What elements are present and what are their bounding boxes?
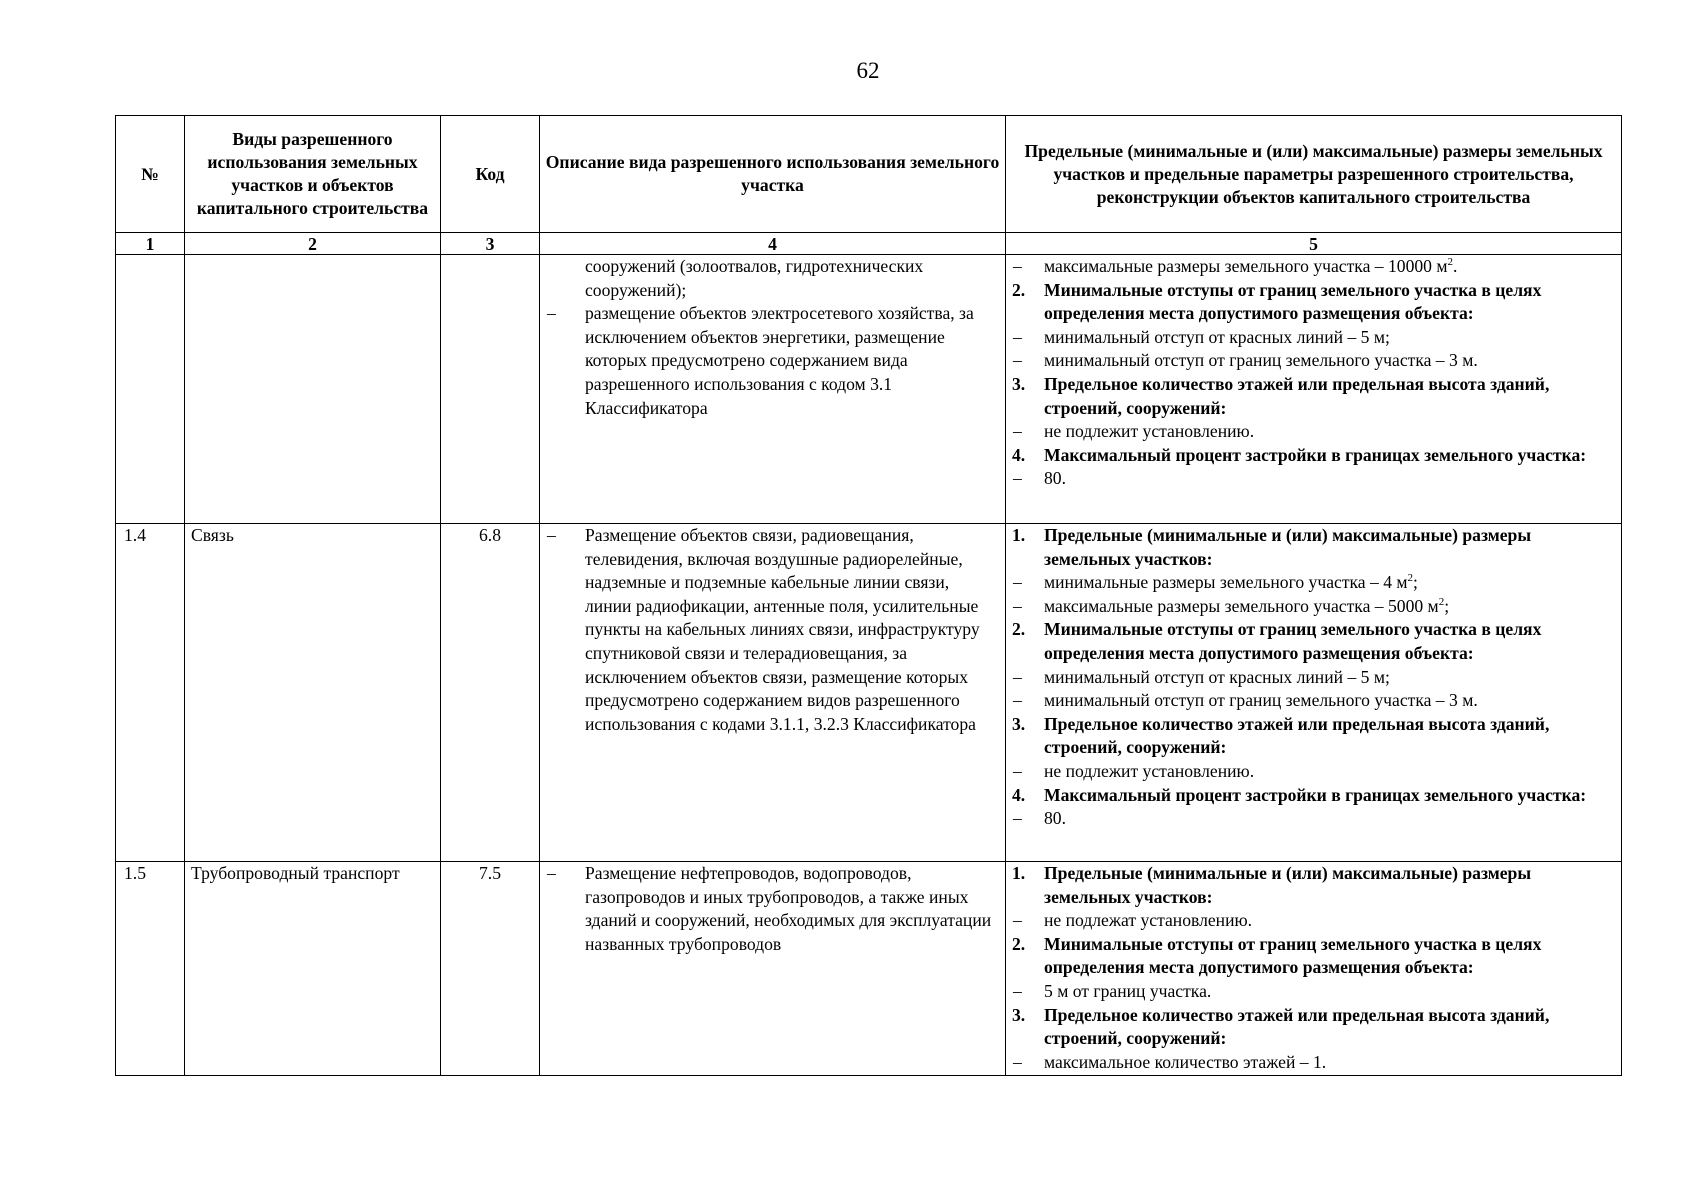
dash-marker: – — [1013, 690, 1022, 711]
parameter-heading — [1012, 618, 1615, 665]
dash-marker: – — [1013, 326, 1022, 347]
item-number: 3. — [1012, 1004, 1026, 1025]
dash-marker: – — [547, 303, 556, 324]
parameter-value — [1012, 760, 1615, 784]
description-item — [546, 302, 999, 420]
item-number: 2. — [1012, 279, 1026, 300]
parameter-text-main: не подлежит установлению. — [1044, 760, 1255, 781]
parameter-text-main: Минимальные отступы от границ земельного участка в целях определения места допустимого размещения объекта: — [1044, 619, 1542, 663]
parameter-text — [1044, 618, 1615, 665]
description-continuation: сооружений (золоотвалов, гидротехнических сооружений); — [585, 256, 924, 300]
parameter-text-main: Максимальный процент застройки в границах земельного участка: — [1044, 444, 1587, 465]
parameter-text-main: максимальные размеры земельного участка – 10000 м — [1044, 256, 1448, 276]
parameter-value — [1012, 666, 1615, 690]
description-item — [546, 862, 999, 956]
parameter-text — [1044, 444, 1615, 468]
parameter-value — [1012, 595, 1615, 619]
use-description — [540, 255, 1006, 524]
superscript: 2 — [1407, 572, 1414, 585]
parameter-text-main: Предельное количество этажей или предельная высота зданий, строений, сооружений: — [1044, 373, 1550, 418]
dash-marker: – — [1013, 256, 1022, 276]
parameter-text-main: Минимальные отступы от границ земельного участка в целях определения места допустимого размещения объекта: — [1044, 933, 1542, 978]
dash-marker: – — [1013, 910, 1022, 931]
parameter-text — [1044, 909, 1615, 933]
parameter-text-main: минимальный отступ от красных линий – 5 м; — [1044, 666, 1390, 687]
parameter-text-tail: ; — [1444, 595, 1450, 616]
description-text: размещение объектов электросетевого хозяйства, за исключением объектов энергетики, размещение которых предусмотрено содержанием вида разрешенного использования с кодом 3.1 Классификатора — [585, 303, 974, 418]
item-number: 4. — [1012, 784, 1026, 805]
parameter-text — [1044, 666, 1615, 690]
parameter-value — [1012, 909, 1615, 933]
parameter-value — [1012, 349, 1615, 373]
column-numbers-row — [116, 233, 1622, 255]
parameter-text — [1044, 420, 1615, 444]
parameter-text-main: не подлежит установлению. — [1044, 421, 1255, 442]
parameter-value — [1012, 467, 1615, 491]
dash-marker: – — [1013, 468, 1022, 489]
use-kind: Трубопроводный транспорт — [185, 862, 441, 1076]
row-number: 1.4 — [116, 524, 185, 862]
parameter-text — [1044, 689, 1615, 713]
description-text: Размещение объектов связи, радиовещания, телевидения, включая воздушные радиорелейные, надземные и подземные кабельные линии связи, линии радиофикации, антенные поля, усилительные пункты на кабельных линиях связи, инфраструктуру спутниковой связи и телерадиовещания, за исключением объектов связи, размещение которых предусмотрено содержанием видов разрешенного использования с кодами 3.1.1, 3.2.3 Классификатора — [585, 525, 980, 734]
parameter-text — [1044, 933, 1615, 980]
dash-marker: – — [1013, 1051, 1022, 1072]
dash-marker: – — [547, 863, 556, 883]
dash-marker: – — [1013, 421, 1022, 442]
parameters-cell — [1006, 862, 1622, 1076]
parameter-text — [1044, 980, 1615, 1004]
parameter-text-main: максимальное количество этажей – 1. — [1044, 1051, 1327, 1072]
parameter-text-main: Предельные (минимальные и (или) максимальные) размеры земельных участков: — [1044, 525, 1532, 569]
dash-marker: – — [547, 525, 556, 545]
use-kind: Связь — [185, 524, 441, 862]
header-use-kind: Виды разрешенного использования земельных участков и объектов капитального строительства — [185, 116, 441, 233]
parameter-text-main: минимальный отступ от границ земельного участка – 3 м. — [1044, 690, 1478, 711]
row-number — [116, 255, 185, 524]
column-number-2: 2 — [185, 233, 441, 255]
column-number-3: 3 — [441, 233, 540, 255]
parameter-text — [1044, 807, 1615, 831]
use-description — [540, 862, 1006, 1076]
row-number: 1.5 — [116, 862, 185, 1076]
parameter-text — [1044, 349, 1615, 373]
parameter-text — [1044, 784, 1615, 808]
description-item — [546, 524, 999, 736]
page-number: 62 — [856, 58, 880, 83]
parameter-text-main: максимальные размеры земельного участка – 5000 м — [1044, 595, 1439, 616]
parameter-value — [1012, 1051, 1615, 1075]
parameter-value — [1012, 807, 1615, 831]
parameter-text — [1044, 467, 1615, 491]
parameter-text — [1044, 524, 1615, 571]
item-number: 3. — [1012, 373, 1026, 394]
dash-marker: – — [1013, 666, 1022, 687]
parameter-text — [1044, 1004, 1615, 1051]
parameter-value — [1012, 420, 1615, 444]
table-row — [116, 255, 1622, 524]
header-number: № — [116, 116, 185, 233]
item-number: 4. — [1012, 444, 1026, 465]
parameter-heading — [1012, 373, 1615, 420]
dash-marker: – — [1013, 350, 1022, 371]
parameter-text-main: минимальный отступ от границ земельного участка – 3 м. — [1044, 350, 1478, 371]
parameter-text-main: Предельное количество этажей или предельная высота зданий, строений, сооружений: — [1044, 713, 1550, 758]
table-body — [116, 255, 1622, 1076]
parameter-text-main: минимальный отступ от красных линий – 5 м; — [1044, 326, 1390, 347]
parameter-heading — [1012, 1004, 1615, 1051]
superscript: 2 — [1438, 595, 1445, 608]
parameter-text — [1044, 255, 1615, 279]
dash-marker: – — [1013, 572, 1022, 593]
item-number: 1. — [1012, 525, 1026, 545]
item-number: 1. — [1012, 863, 1026, 883]
parameter-text-main: Предельное количество этажей или предельная высота зданий, строений, сооружений: — [1044, 1004, 1550, 1049]
column-number-4: 4 — [540, 233, 1006, 255]
use-code: 7.5 — [441, 862, 540, 1076]
table-row — [116, 862, 1622, 1076]
parameters-cell — [1006, 524, 1622, 862]
table-row — [116, 524, 1622, 862]
parameter-text-tail: . — [1453, 256, 1458, 276]
column-number-1: 1 — [116, 233, 185, 255]
dash-marker: – — [1013, 808, 1022, 829]
parameter-text — [1044, 571, 1615, 595]
parameter-heading — [1012, 784, 1615, 808]
dash-marker: – — [1013, 595, 1022, 616]
land-use-table — [115, 115, 1622, 1076]
dash-marker: – — [1013, 760, 1022, 781]
parameter-text-main: 80. — [1044, 808, 1066, 829]
parameter-value — [1012, 255, 1615, 279]
parameter-text-tail: ; — [1413, 572, 1418, 593]
use-code: 6.8 — [441, 524, 540, 862]
parameter-heading — [1012, 862, 1615, 909]
parameter-text — [1044, 713, 1615, 760]
parameter-text — [1044, 760, 1615, 784]
parameter-text-main: 5 м от границ участка. — [1044, 980, 1212, 1001]
parameter-value — [1012, 980, 1615, 1004]
description-text: Размещение нефтепроводов, водопроводов, газопроводов и иных трубопроводов, а также иных зданий и сооружений, необходимых для эксплуатации названных трубопроводов — [585, 863, 992, 954]
parameter-text-main: Минимальные отступы от границ земельного участка в целях определения места допустимого размещения объекта: — [1044, 279, 1542, 324]
item-number: 2. — [1012, 933, 1026, 954]
parameter-text-main: 80. — [1044, 468, 1066, 489]
parameter-value — [1012, 571, 1615, 595]
parameters-cell — [1006, 255, 1622, 524]
header-code: Код — [441, 116, 540, 233]
superscript: 2 — [1447, 256, 1453, 269]
header-parameters: Предельные (минимальные и (или) максимальные) размеры земельных участков и предельные параметры разрешенного строительства, реконструкции объектов капитального строительства — [1006, 116, 1622, 233]
column-number-5: 5 — [1006, 233, 1622, 255]
parameter-text-main: Предельные (минимальные и (или) максимальные) размеры земельных участков: — [1044, 863, 1532, 907]
use-description — [540, 524, 1006, 862]
parameter-text — [1044, 595, 1615, 619]
parameter-heading — [1012, 524, 1615, 571]
dash-marker: – — [1013, 980, 1022, 1001]
parameter-text — [1044, 326, 1615, 350]
item-number: 2. — [1012, 619, 1026, 640]
item-number: 3. — [1012, 713, 1026, 734]
parameter-heading — [1012, 713, 1615, 760]
header-description: Описание вида разрешенного использования земельного участка — [540, 116, 1006, 233]
parameter-text — [1044, 1051, 1615, 1075]
use-code — [441, 255, 540, 524]
parameter-text-main: минимальные размеры земельного участка – 4 м — [1044, 572, 1408, 593]
parameter-text-main: не подлежат установлению. — [1044, 910, 1253, 931]
parameter-heading — [1012, 279, 1615, 326]
parameter-heading — [1012, 444, 1615, 468]
use-kind — [185, 255, 441, 524]
parameter-value — [1012, 326, 1615, 350]
header-row — [116, 116, 1622, 233]
parameter-text — [1044, 279, 1615, 326]
parameter-heading — [1012, 933, 1615, 980]
parameter-text-main: Максимальный процент застройки в границах земельного участка: — [1044, 784, 1587, 805]
parameter-text — [1044, 862, 1615, 909]
parameter-value — [1012, 689, 1615, 713]
parameter-text — [1044, 373, 1615, 420]
